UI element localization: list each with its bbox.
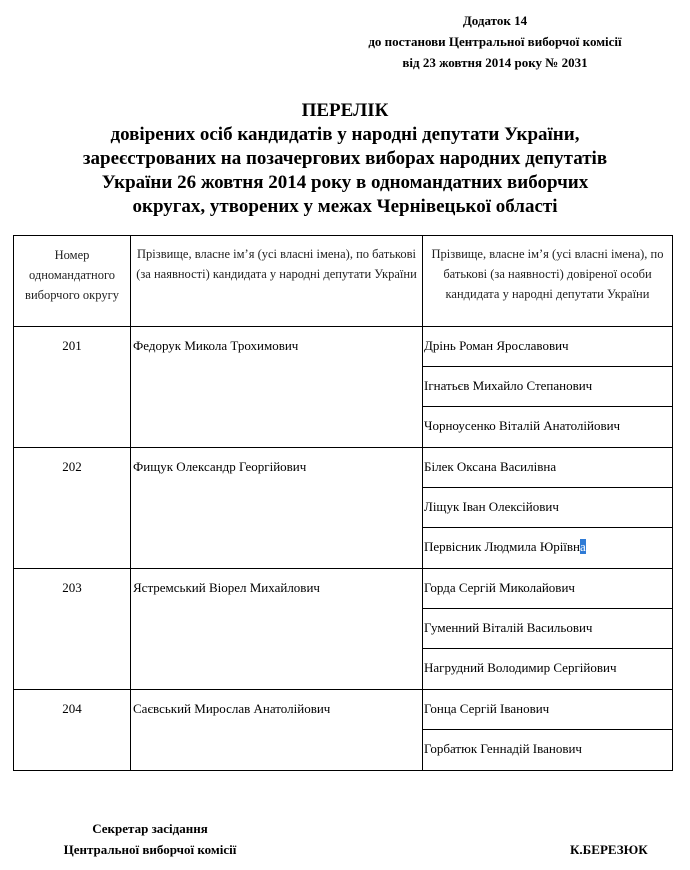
title-line-2: довірених осіб кандидатів у народні депутати України,: [110, 124, 580, 145]
candidate-name: Ястремський Віорел Михайлович: [133, 580, 320, 595]
candidate-cell: [131, 690, 423, 771]
candidate-cell: [131, 327, 423, 448]
table-header-row: [14, 236, 673, 327]
trusted-cell: [423, 327, 673, 448]
trusted-person: Нагрудний Володимир Сергійович: [424, 660, 617, 675]
trusted-persons-table: [13, 235, 673, 771]
district-number: 201: [62, 338, 82, 353]
candidate-cell: [131, 448, 423, 569]
trusted-person: Ігнатьєв Михайло Степанович: [423, 367, 672, 407]
district-number: 204: [62, 701, 82, 716]
title-line-3: зареєстрованих на позачергових виборах народних депутатів: [82, 148, 608, 169]
trusted-person: Чорноусенко Віталій Анатолійович: [424, 418, 621, 433]
header-district: [14, 236, 131, 327]
district-cell: [14, 569, 131, 690]
header-candidate-text: Прізвище, власне ім’я (усі власні імена), по батькові (за наявності) кандидата у народні депутати України: [136, 247, 417, 281]
district-number: 203: [62, 580, 82, 595]
text-selection[interactable]: а: [580, 539, 586, 554]
table-row: [14, 690, 673, 771]
header-district-text: Номер одномандатного виборчого округу: [25, 248, 119, 302]
candidate-name: Фищук Олександр Георгійович: [133, 459, 307, 474]
annex-line-1: Додаток 14: [462, 13, 528, 28]
candidate-name: Саєвський Мирослав Анатолійович: [133, 701, 331, 716]
title-line-5: округах, утворених у межах Чернівецької області: [132, 196, 558, 217]
secretary-title: [40, 818, 260, 860]
trusted-person: Ліщук Іван Олексійович: [423, 488, 672, 528]
district-cell: [14, 448, 131, 569]
trusted-person: Горда Сергій Миколайович: [423, 569, 672, 609]
trusted-person: Горбатюк Геннадій Іванович: [424, 741, 582, 756]
secretary-line-2: Центральної виборчої комісії: [63, 842, 237, 857]
trusted-person[interactable]: [423, 528, 672, 568]
table-row: [14, 448, 673, 569]
trusted-person-text[interactable]: Первісник Людмила Юріївн: [424, 539, 581, 554]
trusted-cell: [423, 448, 673, 569]
district-number: 202: [62, 459, 82, 474]
trusted-person: Гонца Сергій Іванович: [423, 690, 672, 730]
document-title: [0, 99, 690, 219]
trusted-person: Білек Оксана Василівна: [423, 448, 672, 488]
trusted-person: Дрінь Роман Ярославович: [423, 327, 672, 367]
table-row: [14, 569, 673, 690]
candidate-name: Федорук Микола Трохимович: [133, 338, 299, 353]
trusted-cell: [423, 690, 673, 771]
secretary-name: К.БЕРЕЗЮК: [570, 842, 648, 857]
secretary-line-1: Секретар засідання: [92, 821, 208, 836]
trusted-person: Гуменний Віталій Васильович: [423, 609, 672, 649]
district-cell: [14, 690, 131, 771]
title-line-4: України 26 жовтня 2014 року в одномандатних виборчих: [101, 172, 589, 193]
annex-block: [300, 10, 690, 73]
title-line-1: ПЕРЕЛІК: [301, 100, 389, 121]
candidate-cell: [131, 569, 423, 690]
trusted-cell: [423, 569, 673, 690]
annex-line-3: від 23 жовтня 2014 року № 2031: [402, 55, 588, 70]
district-cell: [14, 327, 131, 448]
header-trusted-text: Прізвище, власне ім’я (усі власні імена), по батькові (за наявності) довіреної особи кандидата у народні депутати України: [431, 247, 664, 301]
header-trusted: [423, 236, 673, 327]
annex-line-2: до постанови Центральної виборчої комісії: [368, 34, 622, 49]
table-row: [14, 327, 673, 448]
header-candidate: [131, 236, 423, 327]
